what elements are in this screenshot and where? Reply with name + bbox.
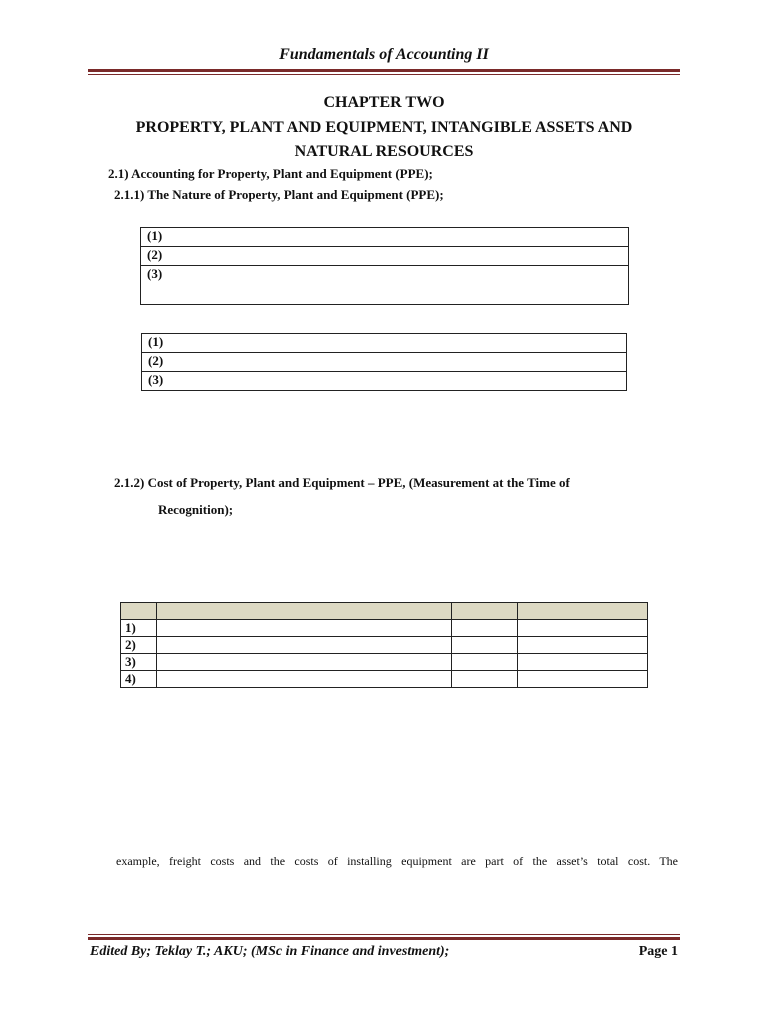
cost-table-header	[121, 603, 648, 620]
cost-row-number: 4)	[121, 671, 157, 688]
footer-page-number: Page 1	[638, 944, 678, 959]
section-2-1-heading: 2.1) Accounting for Property, Plant and Equipment (PPE);	[108, 166, 433, 181]
chapter-title-line2: NATURAL RESOURCES	[294, 143, 474, 160]
header-rule-thick	[88, 69, 680, 72]
table-row	[121, 654, 648, 671]
box1-row-1: (1)	[141, 228, 629, 247]
body-paragraph: example, freight costs and the costs of installing equipment are part of the asset’s total cost. The	[116, 854, 678, 868]
table-row	[121, 671, 648, 688]
box1-row-3: (3)	[141, 266, 629, 305]
chapter-label: CHAPTER TWO	[323, 94, 445, 111]
footer-rule-thin	[88, 934, 680, 935]
section-2-1-2-heading: 2.1.2) Cost of Property, Plant and Equipment – PPE, (Measurement at the Time of	[114, 475, 570, 490]
header-rule-thin	[88, 74, 680, 75]
footer-rule-thick	[88, 937, 680, 940]
header-title: Fundamentals of Accounting II	[279, 46, 489, 63]
cost-row-number: 1)	[121, 620, 157, 637]
nature-box-2	[141, 333, 627, 391]
cost-row-number: 3)	[121, 654, 157, 671]
cost-table	[120, 602, 648, 688]
section-2-1-2-heading-cont: Recognition);	[158, 502, 234, 517]
table-row	[121, 620, 648, 637]
footer-editor: Edited By; Teklay T.; AKU; (MSc in Finance and investment);	[90, 944, 450, 959]
box2-row-1: (1)	[142, 334, 627, 353]
box2-row-2: (2)	[142, 353, 627, 372]
table-row	[121, 637, 648, 654]
chapter-title-line1: PROPERTY, PLANT AND EQUIPMENT, INTANGIBLE ASSETS AND	[135, 119, 633, 136]
cost-row-number: 2)	[121, 637, 157, 654]
box2-row-3: (3)	[142, 372, 627, 391]
nature-box-1	[140, 227, 629, 305]
section-2-1-1-heading: 2.1.1) The Nature of Property, Plant and Equipment (PPE);	[114, 187, 444, 202]
box1-row-2: (2)	[141, 247, 629, 266]
